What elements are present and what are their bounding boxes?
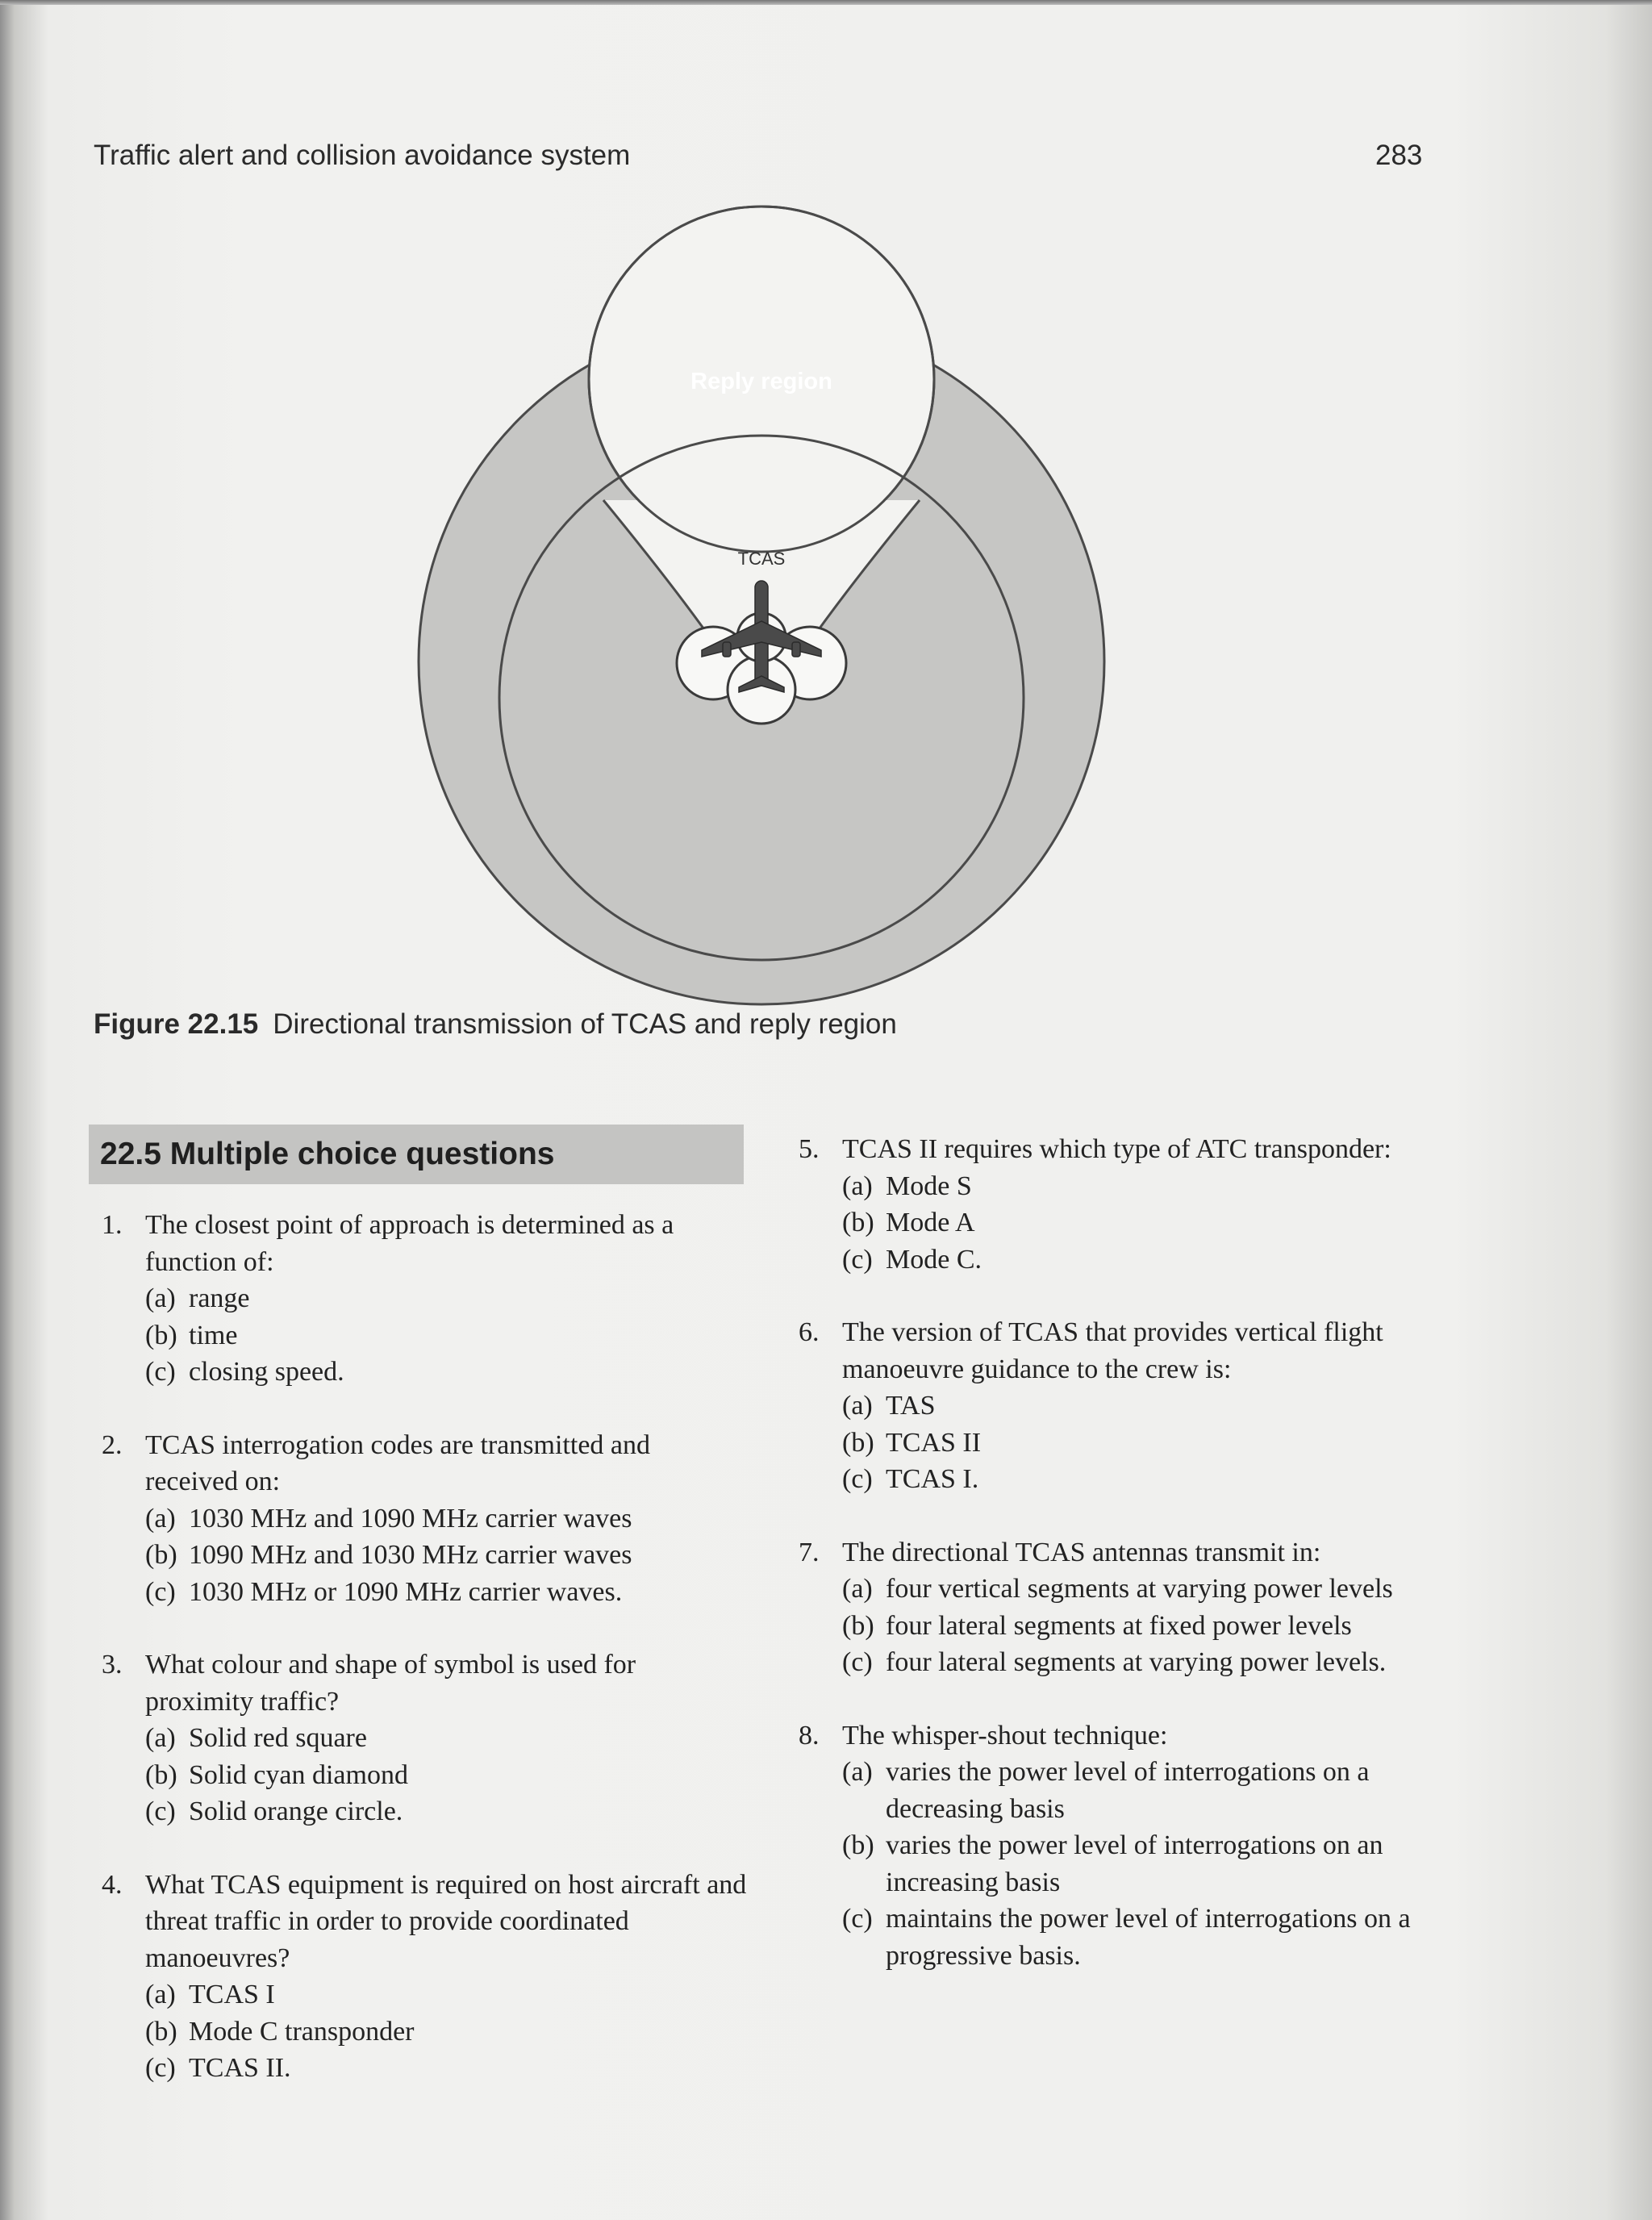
question-3 xyxy=(102,1646,747,1830)
answer-option xyxy=(102,1793,747,1830)
answer-option xyxy=(799,1608,1468,1645)
answer-option xyxy=(799,1425,1468,1462)
option-text: four vertical segments at varying power levels xyxy=(886,1574,1393,1604)
option-label: (b) xyxy=(145,1320,177,1350)
option-label: (a) xyxy=(145,1503,176,1534)
option-label: (c) xyxy=(145,1357,176,1387)
option-text: closing speed. xyxy=(189,1357,344,1387)
figure-caption-number: Figure 22.15 xyxy=(94,1008,259,1040)
option-text: Mode C transponder xyxy=(189,2016,415,2047)
question-stem xyxy=(799,1534,1468,1571)
option-text: 1090 MHz and 1030 MHz carrier waves xyxy=(189,1540,632,1570)
option-label: (a) xyxy=(145,1283,176,1313)
question-stem xyxy=(102,1646,747,1720)
option-label: (b) xyxy=(842,1610,874,1641)
answer-option xyxy=(102,1354,747,1391)
question-4 xyxy=(102,1867,747,2087)
answer-option xyxy=(102,2050,747,2087)
question-2 xyxy=(102,1427,747,1611)
answer-option xyxy=(799,1827,1468,1901)
option-label: (a) xyxy=(842,1171,873,1201)
option-text: TCAS II. xyxy=(189,2053,291,2083)
question-6 xyxy=(799,1314,1468,1498)
question-number: 7. xyxy=(799,1537,820,1567)
option-label: (a) xyxy=(145,1980,176,2009)
section-heading: 22.5 Multiple choice questions xyxy=(89,1125,744,1184)
answer-option xyxy=(102,1317,747,1354)
option-label: (a) xyxy=(145,1723,176,1753)
answer-option xyxy=(799,1388,1468,1425)
answer-option xyxy=(799,1204,1468,1241)
question-text: TCAS interrogation codes are transmitted and received on: xyxy=(145,1429,650,1496)
figure-caption-text: Directional transmission of TCAS and reply region xyxy=(273,1008,897,1040)
option-text: TCAS I xyxy=(189,1980,275,2009)
question-stem xyxy=(799,1717,1468,1755)
option-label: (c) xyxy=(842,1904,873,1934)
option-label: (a) xyxy=(842,1757,873,1787)
option-label: (b) xyxy=(842,1427,874,1458)
option-label: (b) xyxy=(842,1830,874,1860)
option-label: (a) xyxy=(842,1574,873,1604)
answer-option xyxy=(102,1500,747,1538)
option-label: (b) xyxy=(145,1759,177,1790)
answer-option xyxy=(102,1757,747,1794)
option-label: (b) xyxy=(145,1540,177,1570)
option-label: (b) xyxy=(842,1208,874,1237)
option-text: Mode C. xyxy=(886,1244,982,1275)
question-stem xyxy=(102,1867,747,1977)
question-stem xyxy=(799,1314,1468,1388)
option-text: TAS xyxy=(886,1391,936,1421)
option-label: (a) xyxy=(842,1391,873,1421)
question-number: 5. xyxy=(799,1134,820,1164)
option-label: (c) xyxy=(145,2053,176,2083)
page-number: 283 xyxy=(1375,140,1423,171)
question-8 xyxy=(799,1717,1468,1975)
option-text: Mode S xyxy=(886,1171,972,1201)
answer-option xyxy=(799,1571,1468,1608)
answer-option xyxy=(799,1168,1468,1205)
answer-option xyxy=(102,1976,747,2013)
answer-option xyxy=(102,1537,747,1574)
option-label: (b) xyxy=(145,2016,177,2047)
tcas-figure xyxy=(0,0,1652,1033)
running-title: Traffic alert and collision avoidance system xyxy=(94,140,631,171)
option-text: time xyxy=(189,1320,238,1350)
option-text: Solid orange circle. xyxy=(189,1796,403,1826)
option-text: range xyxy=(189,1283,250,1313)
question-text: What colour and shape of symbol is used for proximity traffic? xyxy=(145,1650,636,1717)
question-number: 6. xyxy=(799,1317,820,1347)
answer-option xyxy=(799,1754,1468,1827)
question-text: What TCAS equipment is required on host aircraft and threat traffic in order to provide coordinated manoeuvres? xyxy=(145,1869,747,1973)
tcas-label: TCAS xyxy=(737,549,786,569)
questions-left-column xyxy=(102,1207,747,2123)
question-text: The directional TCAS antennas transmit in: xyxy=(842,1537,1321,1567)
question-number: 2. xyxy=(102,1429,123,1460)
option-text: Mode A xyxy=(886,1208,975,1237)
answer-option xyxy=(102,1280,747,1317)
option-text: four lateral segments at varying power levels. xyxy=(886,1647,1387,1677)
option-text: TCAS II xyxy=(886,1427,982,1458)
option-text: four lateral segments at fixed power levels xyxy=(886,1610,1352,1641)
option-text: maintains the power level of interrogations on a progressive basis. xyxy=(886,1904,1411,1971)
questions-right-column xyxy=(799,1131,1468,2010)
answer-option xyxy=(799,1644,1468,1681)
option-label: (c) xyxy=(145,1576,176,1607)
question-text: The closest point of approach is determined as a function of: xyxy=(145,1210,674,1277)
option-label: (c) xyxy=(842,1464,873,1494)
question-number: 3. xyxy=(102,1650,123,1680)
answer-option xyxy=(102,1720,747,1757)
answer-option xyxy=(102,2013,747,2051)
option-text: Solid red square xyxy=(189,1723,367,1753)
option-text: 1030 MHz and 1090 MHz carrier waves xyxy=(189,1503,632,1534)
question-stem xyxy=(102,1427,747,1500)
question-text: The whisper-shout technique: xyxy=(842,1720,1168,1751)
option-label: (c) xyxy=(842,1244,873,1275)
question-1 xyxy=(102,1207,747,1391)
answer-option xyxy=(799,1241,1468,1279)
question-7 xyxy=(799,1534,1468,1681)
option-text: TCAS I. xyxy=(886,1464,979,1494)
question-text: TCAS II requires which type of ATC transponder: xyxy=(842,1134,1391,1164)
option-label: (c) xyxy=(145,1796,176,1826)
question-stem xyxy=(102,1207,747,1280)
option-text: Solid cyan diamond xyxy=(189,1759,408,1790)
option-text: 1030 MHz or 1090 MHz carrier waves. xyxy=(189,1576,623,1607)
option-label: (c) xyxy=(842,1647,873,1677)
figure-caption xyxy=(94,1008,897,1041)
question-number: 1. xyxy=(102,1210,123,1240)
answer-option xyxy=(102,1574,747,1611)
answer-option xyxy=(799,1461,1468,1498)
question-5 xyxy=(799,1131,1468,1278)
question-number: 8. xyxy=(799,1720,820,1751)
question-number: 4. xyxy=(102,1869,123,1900)
option-text: varies the power level of interrogations on an increasing basis xyxy=(886,1830,1383,1897)
question-text: The version of TCAS that provides vertical flight manoeuvre guidance to the crew is: xyxy=(842,1317,1383,1384)
question-stem xyxy=(799,1131,1468,1168)
answer-option xyxy=(799,1901,1468,1974)
reply-region-label: Reply region xyxy=(690,369,832,394)
option-text: varies the power level of interrogations on a decreasing basis xyxy=(886,1757,1370,1824)
